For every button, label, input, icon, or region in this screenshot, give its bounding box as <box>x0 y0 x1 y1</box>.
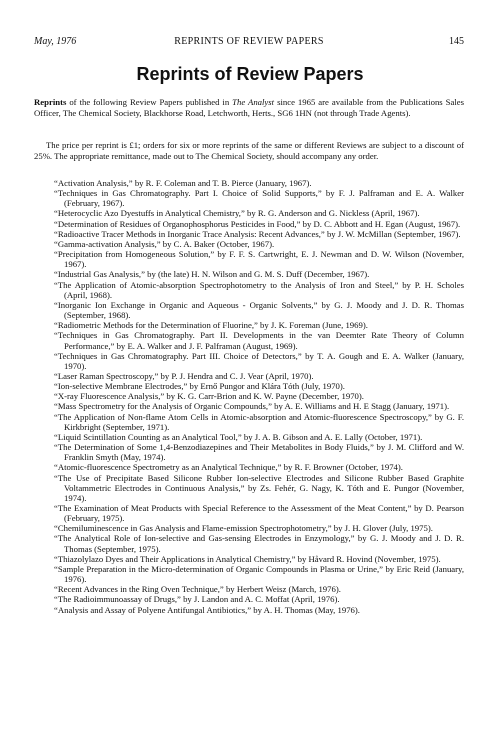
review-entry: “Radioactive Tracer Methods in Inorganic Trace Analysis: Recent Advances,” by J. W. McMillan (September, 1967). <box>54 228 461 239</box>
review-entry: “The Radioimmunoassay of Drugs,” by J. Landon and A. C. Moffat (April, 1976). <box>54 594 340 605</box>
review-entry: “Sample Preparation in the Micro-determination of Organic Compounds in Plasma or Urine,” by Eric Reid (January, 1976). <box>54 563 464 585</box>
header-running-title: REPRINTS OF REVIEW PAPERS <box>174 36 324 47</box>
review-entry: “Activation Analysis,” by R. F. Coleman and T. B. Pierce (January, 1967). <box>54 178 312 188</box>
review-entry: “Techniques in Gas Chromatography. Part I. Choice of Solid Supports,” by F. J. Palframan and E. A. Walker (February, 1967). <box>54 188 464 209</box>
review-entry: “Radiometric Methods for the Determination of Fluorine,” by J. K. Foreman (June, 1969). <box>54 320 368 331</box>
review-entry: “Mass Spectrometry for the Analysis of Organic Compounds,” by A. E. Williams and H. E Stagg (January, 1971). <box>54 401 450 412</box>
review-entry: “X-ray Fluorescence Analysis,” by K. G. Carr-Brion and K. W. Payne (December, 1970). <box>54 391 364 402</box>
intro-text-2: since 1965 are available from the Publications Sales Officer, The Chemical Society, Blackhorse Road, Letchworth, Herts., SG6 1HN (not through Trade Agents). <box>34 97 465 118</box>
intro-paragraph <box>34 97 464 118</box>
intro-lead: Reprints <box>34 97 67 107</box>
review-entry: “Analysis and Assay of Polyene Antifungal Antibiotics,” by A. H. Thomas (May, 1976). <box>54 604 360 615</box>
review-entry: “Liquid Scintillation Counting as an Analytical Tool,” by J. A. B. Gibson and A. E. Lally (October, 1971). <box>54 431 423 442</box>
review-entry: “Recent Advances in the Ring Oven Technique,” by Herbert Weisz (March, 1976). <box>54 584 341 595</box>
journal-name: The Analyst <box>232 97 275 107</box>
review-entry: “The Determination of Some 1,4-Benzodiazepines and Their Metabolites in Body Fluids,” by J. M. Clifford and W. Franklin Smyth (May, 1974). <box>54 442 464 463</box>
review-entry: “Thiazolylazo Dyes and Their Applications in Analytical Chemistry,” by Håvard R. Hovind (November, 1975). <box>54 553 441 564</box>
review-entry: “The Analytical Role of Ion-selective and Gas-sensing Electrodes in Enzymology,” by G. J. Moody and J. D. R. Thomas (September, 1975). <box>54 533 464 554</box>
review-entry: “The Use of Precipitate Based Silicone Rubber Ion-selective Electrodes and Silicone Rubber Based Graphite Voltammetric Electrodes in Continuous Analysis,” by Zs. Fehér, G. Nagy, K. Tóth and E. Pungor (November, 1974). <box>54 472 464 503</box>
page-title: Reprints of Review Papers <box>136 64 364 84</box>
review-entry: “Gamma-activation Analysis,” by C. A. Baker (October, 1967). <box>54 238 275 249</box>
review-entry: “Determination of Residues of Organophosphorus Pesticides in Food,” by D. C. Abbott and H. Egan (August, 1967). <box>54 218 461 229</box>
review-list <box>54 178 464 615</box>
running-header <box>34 36 464 50</box>
review-entry: “Precipitation from Homogeneous Solution,” by F. F. S. Cartwright, E. J. Newman and D. W. Wilson (November, 1967). <box>54 249 464 270</box>
review-entry: “Ion-selective Membrane Electrodes,” by Ernő Pungor and Klára Tóth (July, 1970). <box>54 381 345 392</box>
review-entry: “Industrial Gas Analysis,” by (the late) H. N. Wilson and G. M. S. Duff (December, 1967). <box>54 269 370 280</box>
review-entry: “The Application of Non-flame Atom Cells in Atomic-absorption and Atomic-fluorescence Spectroscopy,” by G. F. Kirkbright (September, 1971). <box>54 411 464 432</box>
header-date: May, 1976 <box>34 36 77 47</box>
review-entry: “The Examination of Meat Products with Special Reference to the Assessment of the Meat Content,” by D. Pearson (February, 1975). <box>54 503 464 524</box>
review-entry: “Techniques in Gas Chromatography. Part II. Developments in the van Deemter Rate Theory of Column Performance,” by E. A. Walker and J. F. Palframan (August, 1969). <box>54 330 464 351</box>
review-entry: “Techniques in Gas Chromatography. Part III. Choice of Detectors,” by T. A. Gough and E. A. Walker (January, 1970). <box>54 350 464 371</box>
review-entry: “Atomic-fluorescence Spectrometry as an Analytical Technique,” by R. F. Browner (October, 1974). <box>54 462 403 473</box>
price-paragraph: The price per reprint is £1; orders for six or more reprints of the same or different Reviews are subject to a discount of 25%. The appropriate remittance, made out to The Chemical Society, should accompany any order. <box>34 140 464 161</box>
review-entry: “Heterocyclic Azo Dyestuffs in Analytical Chemistry,” by R. G. Anderson and G. Nickless (April, 1967). <box>54 208 420 219</box>
review-entry: “The Application of Atomic-absorption Spectrophotometry to the Analysis of Iron and Steel,” by P. H. Scholes (April, 1968). <box>54 279 464 300</box>
review-entry: “Laser Raman Spectroscopy,” by P. J. Hendra and C. J. Vear (April, 1970). <box>54 370 314 381</box>
page-number: 145 <box>449 36 464 47</box>
review-entry: “Inorganic Ion Exchange in Organic and Aqueous - Organic Solvents,” by G. J. Moody and J. D. R. Thomas (September, 1968). <box>54 299 464 321</box>
intro-text-1: of the following Review Papers published in <box>66 97 233 107</box>
review-entry: “Chemiluminescence in Gas Analysis and Flame-emission Spectrophotometry,” by J. H. Glover (July, 1975). <box>54 523 433 534</box>
